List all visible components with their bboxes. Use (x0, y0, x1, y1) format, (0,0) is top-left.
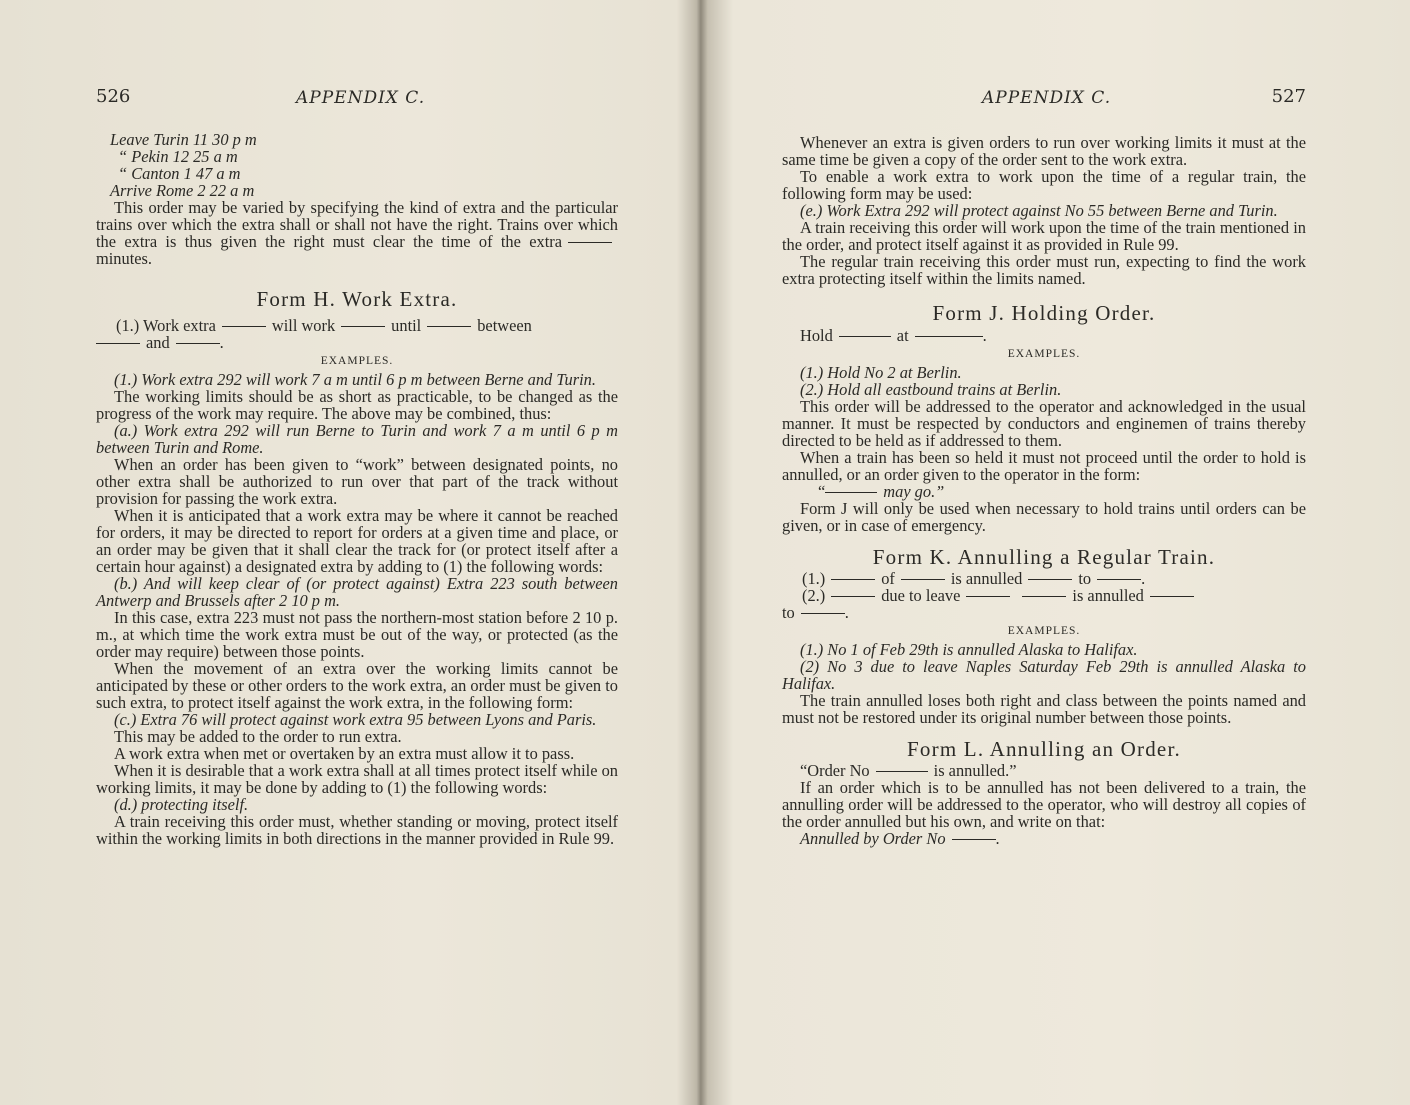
right-page-number: 527 (1271, 86, 1306, 107)
form-h-template-cont: and . (96, 334, 618, 351)
examples-label: EXAMPLES. (1007, 348, 1081, 360)
blank-line (568, 242, 612, 243)
paragraph-case: In this case, extra 223 must not pass the northern-most station before 2 10 p. m., at which time the work extra must be out of the way, or protected (as the order may require) between those points. (96, 608, 618, 661)
paragraph-form-j: Form J will only be used when necessary to hold trains until orders can be given, or in case of emergency. (782, 499, 1306, 535)
itinerary-line: “ Canton 1 47 a m (118, 164, 241, 183)
paragraph-train-receiving: A train receiving this order will work upon the time of the train mentioned in the order, and protect itself against it as provided in Rule 99. (782, 218, 1306, 254)
example-a: (a.) Work extra 292 will run Berne to Turin and work 7 a m until 6 p m between Turin and Rome. (96, 421, 618, 457)
paragraph-regular: The regular train receiving this order must run, expecting to find the work extra protecting itself within the limits named. (782, 252, 1306, 288)
form-l-template: “Order No is annulled.” (800, 761, 1017, 780)
form-j-template: Hold at . (800, 326, 987, 345)
paragraph-movement: When the movement of an extra over the working limits cannot be anticipated by these or other orders to the work extra, an order must be given to such extra, to protect itself against the work extra, in the following form: (96, 659, 618, 712)
itinerary-line: Leave Turin 11 30 p m (110, 130, 257, 149)
paragraph-work: When an order has been given to “work” between designated points, no other extra shall be authorized to run over that part of the track without provision for passing the work extra. (96, 455, 618, 508)
paragraph-receiving: A train receiving this order must, whether standing or moving, protect itself within the working limits in both directions in the manner provided in Rule 99. (96, 812, 618, 848)
paragraph-varied: This order may be varied by specifying the kind of extra and the particular trains over which the extra shall or shall not have the right. Trains over which the extra is thus given the right must clear the time of the extraminutes. (96, 198, 618, 268)
example-j2: (2.) Hold all eastbound trains at Berlin. (800, 380, 1062, 399)
form-h-template: (1.) Work extra will work until between (116, 316, 532, 335)
paragraph-enable: To enable a work extra to work upon the time of a regular train, the following form may be used: (782, 167, 1306, 203)
examples-label: EXAMPLES. (1007, 625, 1081, 637)
right-running-head (782, 86, 1306, 116)
paragraph-addressed: This order will be addressed to the operator and acknowledged in the usual manner. It must be respected by conductors and enginemen of trains thereby directed to be held as if addressed to them. (782, 397, 1306, 450)
paragraph-limits: The working limits should be as short as practicable, to be changed as the progress of the work may require. The above may be combined, thus: (96, 387, 618, 423)
itinerary-line: “ Pekin 12 25 a m (118, 147, 238, 166)
examples-label: EXAMPLES. (320, 355, 394, 367)
form-k-template-2: (2.) due to leave is annulled (782, 587, 1306, 604)
left-running-head (96, 86, 618, 116)
may-go-line: “ may go.” (818, 482, 945, 501)
right-page (782, 0, 1306, 1105)
form-h-heading: Form H. Work Extra. (256, 287, 458, 311)
example-d: (d.) protecting itself. (114, 795, 249, 814)
left-running-title: APPENDIX C. (296, 88, 426, 108)
form-k-template-1: (1.) of is annulled to . (802, 569, 1146, 588)
right-running-title: APPENDIX C. (982, 88, 1112, 108)
paragraph-added: This may be added to the order to run extra. (114, 727, 402, 746)
form-k-template-2-cont: to . (782, 603, 849, 622)
example-e: (e.) Work Extra 292 will protect against No 55 between Berne and Turin. (800, 201, 1278, 220)
example-k2: (2) No 3 due to leave Naples Saturday Feb 29th is annulled Alaska to Halifax. (782, 657, 1306, 693)
paragraph-overtaken: A work extra when met or overtaken by an extra must allow it to pass. (114, 744, 575, 763)
example-b: (b.) And will keep clear of (or protect against) Extra 223 south between Antwerp and Brussels after 2 10 p m. (96, 574, 618, 610)
form-l-heading: Form L. Annulling an Order. (907, 737, 1181, 761)
paragraph-desirable: When it is desirable that a work extra shall at all times protect itself while on working limits, it may be done by adding to (1) the following words: (96, 761, 618, 797)
itinerary-line: Arrive Rome 2 22 a m (110, 181, 255, 200)
paragraph-held: When a train has been so held it must not proceed until the order to hold is annulled, or an order given to the operator in the form: (782, 448, 1306, 484)
example-1: (1.) Work extra 292 will work 7 a m until 6 p m between Berne and Turin. (114, 370, 596, 389)
example-c: (c.) Extra 76 will protect against work extra 95 between Lyons and Paris. (114, 710, 597, 729)
paragraph-annulled: The train annulled loses both right and class between the points named and must not be restored under its original number between those points. (782, 691, 1306, 727)
paragraph-whenever: Whenever an extra is given orders to run over working limits it must at the same time be given a copy of the order sent to the work extra. (782, 133, 1306, 169)
paragraph-anticipated: When it is anticipated that a work extra may be where it cannot be reached for orders, it may be directed to report for orders at a given time and place, or an order may be given that it shall clear the track for (or protect itself after a certain hour against) a designated extra by adding to (1) the following words: (96, 506, 618, 576)
form-k-heading: Form K. Annulling a Regular Train. (872, 545, 1216, 569)
left-page (96, 0, 618, 1105)
example-l: Annulled by Order No . (800, 829, 1000, 848)
left-page-number: 526 (96, 86, 131, 107)
form-j-heading: Form J. Holding Order. (932, 301, 1156, 325)
left-page-body (96, 131, 618, 847)
example-k1: (1.) No 1 of Feb 29th is annulled Alaska to Halifax. (800, 640, 1138, 659)
example-j1: (1.) Hold No 2 at Berlin. (800, 363, 962, 382)
right-page-body (782, 134, 1306, 847)
paragraph-if-order: If an order which is to be annulled has not been delivered to a train, the annulling order will be addressed to the operator, who will destroy all copies of the order annulled but his own, and write on that: (782, 778, 1306, 831)
